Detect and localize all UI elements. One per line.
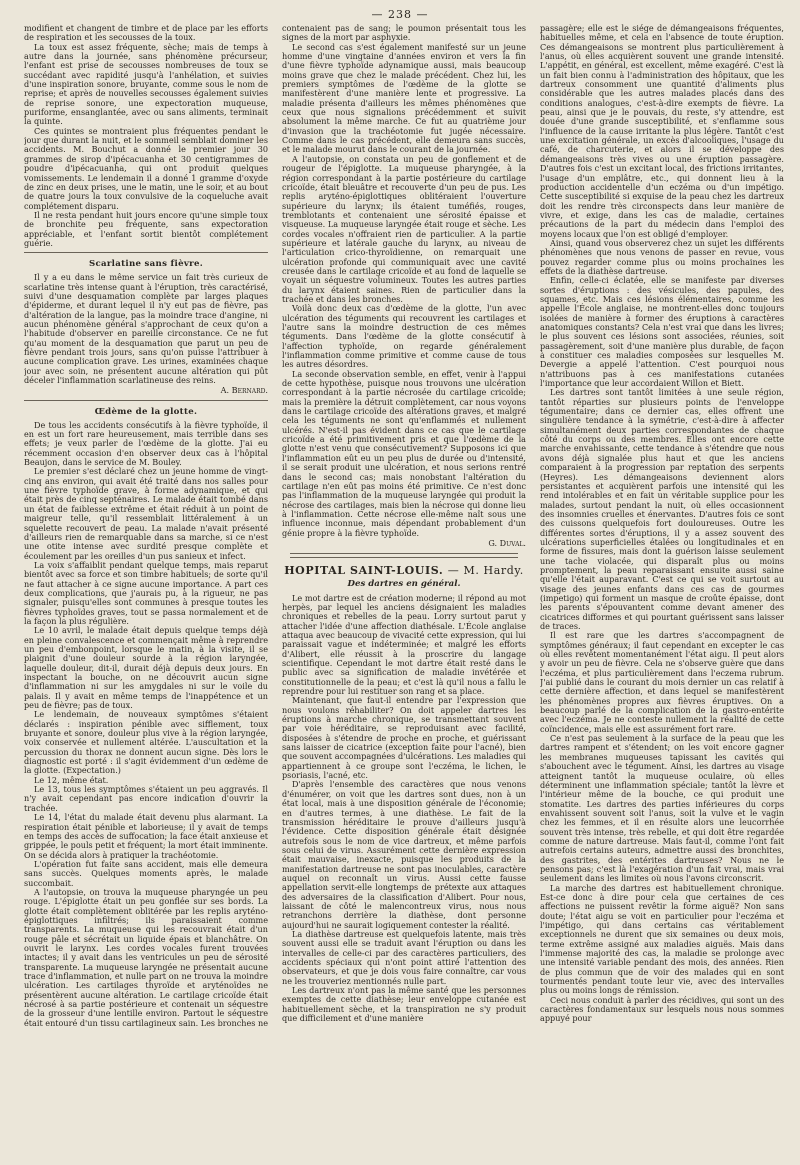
paragraph: La diathèse dartreuse est quelquefois latente, mais très souvent aussi elle se traduit avant l'éruption ou dans les intervalles de celle-ci par des caractères particuliers, des accidents spéciaux qui n'ont point attiré l'attention des observateurs, et que je dois vous faire connaître, car vous ne les trouveriez mentionnés nulle part. bbox=[282, 928, 526, 986]
text-columns bbox=[24, 24, 784, 1161]
paragraph: contenaient pas de sang; le poumon présentait tous les signes de la mort par asphyxie. bbox=[282, 24, 526, 43]
paragraph: L'opération fut faite sans accident, mais elle demeura sans succès. Quelques moments après, le malade succombait. bbox=[24, 858, 268, 888]
paragraph: Le second cas s'est également manifesté sur un jeune homme d'une vingtaine d'années environ et vers la fin d'une fièvre typhoïde adynamique aussi, mais beaucoup moins grave que chez le malade précédent. Chez lui, les premiers symptômes de l'œdème de la glotte se manifestèrent d'une manière lente et progressive. La maladie présenta d'ailleurs les mêmes phénomènes que ceux que nous signalions précédemment et suivit absolument la même marche. Ce fut au quatrième jour d'invasion que la trachéotomie fut jugée nécessaire. Comme dans le cas précédent, elle demeura sans succès, et le malade mourut dans le courant de la journée. bbox=[282, 41, 526, 155]
paragraph: Voilà donc deux cas d'œdème de la glotte, l'un avec ulcération des téguments qui recouvrent les cartilages et l'autre sans la moindre destruction de ces mêmes téguments. Dans l'œdème de la glotte consécutif à l'affection typhoïde, on regarde généralement l'inflammation comme primitive et comme cause de tous les autres désordres. bbox=[282, 303, 526, 370]
paragraph: Le 13, tous les symptômes s'étaient un peu aggravés. Il n'y avait cependant pas encore indication d'ouvrir la trachée. bbox=[24, 784, 268, 813]
paragraph: Le 10 avril, le malade était depuis quelque temps déjà en pleine convalescence et commençait même à reprendre un peu d'embonpoint, lorsque le matin, à la visite, il se plaignit d'une douleur sourde à la région laryngée, laquelle douleur, dit-il, durait déjà depuis deux jours. En inspectant la bouche, on ne découvrit aucun signe d'inflammation ni sur les amygdales ni sur le voile du palais. Il y avait en même temps de l'inappétence et un peu de fièvre; pas de toux. bbox=[24, 625, 268, 711]
section-divider bbox=[24, 252, 268, 253]
paragraph: La toux est assez fréquente, sèche; mais de temps à autre dans la journée, sans phénomène précurseur, l'enfant est prise de secousses nombreuses de toux se succédant avec rapidité jusqu'à l'anhélation, et suivies d'une inspiration sonore, bruyante, comme sous le nom de reprise; et après de nouvelles secousses également suivies de reprise sonore, une expectoration muqueuse, puriforme, ensanglantée, avec ou sans aliments, terminait la quinte. bbox=[24, 41, 268, 127]
paragraph: Le lendemain, de nouveaux symptômes s'étaient déclarés : inspiration pénible avec sifflement, toux bruyante et sonore, douleur plus vive à la région laryngée, voix conservée et nullement altérée. L'auscultation et la percussion du thorax ne donnent aucun signe. Dès lors le diagnostic est porté : il s'agit évidemment d'un œdème de la glotte. (Expectation.) bbox=[24, 709, 268, 776]
paragraph: Le mot dartre est de création moderne; il répond au mot herpès, par lequel les anciens désignaient les maladies chroniques et rebelles de la peau. Lorry surtout parut y attacher l'idée d'une affection diathésale. L'École anglaise attaqua avec beaucoup de vivacité cette expression, qui lui paraissait vague et indéterminée; et malgré les efforts d'Alibert, elle réussit à la proscrire du langage scientifique. Cependant le mot dartre était resté dans le public avec sa signification de maladie invétérée et constitutionnelle de la peau; et c'est là qu'il nous a fallu le reprendre pour lui restituer son rang et sa place. bbox=[282, 592, 526, 697]
paragraph: Il est rare que les dartres s'accompagnent de symptômes généraux; il faut cependant en excepter le cas où elles revêtent momentanément l'état aigu. Il peut alors y avoir un peu de fièvre. Cela ne s'observe guère que dans l'eczéma, et plus particulièrement dans l'eczema rubrum. J'ai publié dans le courant du mois dernier un cas relatif à cette dernière affection, et dans lequel se manifestèrent les phénomènes propres aux fièvres éruptives. On a beaucoup parlé de la complication de la gastro-entérite avec l'eczéma. Je ne conteste nullement la réalité de cette coïncidence, mais elle est assurément fort rare. bbox=[540, 630, 784, 734]
hospital-heading bbox=[282, 564, 526, 578]
paragraph: D'après l'ensemble des caractères que nous venons d'énumérer, on voit que les dartres sont dues, non à un état local, mais à une disposition générale de l'économie; en d'autres termes, à une diathèse. Le fait de la transmission héréditaire le prouve d'ailleurs jusqu'à l'évidence. Cette disposition générale était désignée autrefois sous le nom de vice dartreux, et même parfois sous celui de virus. Assurément cette dernière expression était mauvaise, inexacte, puisque les produits de la manifestation dartreuse ne sont pas inoculables, caractère auquel on reconnaît un virus. Aussi cette fausse appellation servit-elle longtemps de prétexte aux attaques des adversaires de la classification d'Alibert. Pour nous, laissant de côté le malencontreux virus, nous nous retranchons derrière la diathèse, dont personne aujourd'hui ne saurait logiquement contester la réalité. bbox=[282, 779, 526, 930]
paragraph: passagère; elle est le siége de démangeaisons fréquentes, habituelles même, et cela en l'absence de toute éruption. Ces démangeaisons se montrent plus particulièrement à l'anus, où elles acquièrent souvent une grande intensité. L'appétit, en général, est excellent, même exagéré. C'est là un fait bien connu à l'administration des hôpitaux, que les dartreux consomment une quantité d'aliments plus considérable que les autres malades placés dans des conditions analogues, c'est-à-dire exempts de fièvre. La peau, ainsi que je le pouvais, du reste, s'y attendre, est douée d'une grande susceptibilité, et s'enflamme sous l'influence de la cause irritante la plus légère. Tantôt c'est une excitation générale, un excès d'alcooliques, l'usage du café, de charcuterie, et alors il se développe des démangeaisons très vives ou une éruption passagère. D'autres fois c'est un excitant local, des frictions irritantes, l'usage d'un emplâtre, etc., qui donnent lieu à la production accidentelle d'un eczéma ou d'un impétigo. Cette susceptibilité si exquise de la peau chez les dartreux doit les rendre très circonspects dans leur manière de vivre, et exige, dans les cas de maladie, certaines précautions de la part du médecin dans l'emploi des moyens locaux que l'on est obligé d'employer. bbox=[540, 24, 784, 239]
paragraph: Ceci nous conduit à parler des récidives, qui sont un des caractères fondamentaux sur lesquels nous nous sommes appuyé pour bbox=[540, 994, 784, 1024]
heading-dash: — bbox=[447, 564, 464, 578]
paragraph: Le 12, même état. bbox=[34, 774, 109, 785]
paragraph: Le 14, l'état du malade était devenu plus alarmant. La respiration était pénible et laborieuse; il y avait de temps en temps des accès de suffocation; la face était anxieuse et grippée, le pouls petit et fréquent; la mort était imminente. On se décida alors à pratiquer la trachéotomie. bbox=[24, 812, 268, 860]
paragraph: Il ne resta pendant huit jours encore qu'une simple toux de bronchite peu fréquente, sans expectoration appréciable, et l'enfant sortit bientôt complétement guérie. bbox=[24, 209, 268, 248]
paragraph: A l'autopsie, on constata un peu de gonflement et de rougeur de l'épiglotte. La muqueuse pharyngée, à la région correspondant à la partie postérieure du cartilage cricoïde, était bleuâtre et recouverte d'un peu de pus. Les replis aryténo-épiglottiques oblitéraient l'ouverture supérieure du larynx; ils étaient tuméfiés, rouges, tremblotants et contenaient une sérosité épaisse et visqueuse. La muqueuse laryngée était rouge et sèche. Les cordes vocales n'offraient rien de particulier. A la partie supérieure et latérale gauche du larynx, au niveau de l'articulation crico-thyroïdienne, on remarquait une ulcération profonde qui communiquait avec une cavité creusée dans le cartilage cricoïde et au fond de laquelle se voyait un séquestre volumineux. Toutes les autres parties du larynx étaient saines. Rien de particulier dans la trachée et dans les bronches. bbox=[282, 153, 526, 304]
paragraph: La seconde observation semble, en effet, venir à l'appui de cette hypothèse, puisque nous trouvons une ulcération correspondant à la partie nécrosée du cartilage cricoïde; mais la première la détruit complètement, car nous voyons dans le cartilage cricoïde des altérations graves, et malgré cela les téguments ne sont qu'enflammés et nullement ulcérés. N'est-il pas évident dans ce cas que le cartilage cricoïde a été primitivement pris et que l'œdème de la glotte n'est venu que consécutivement? Supposons ici que l'inflammation eût eu un peu plus de durée ou d'intensité, il se serait produit une ulcération, et nous serions rentré dans le second cas; mais nonobstant l'altération du cartilage n'en eût pas moins été primitive. Ce n'est donc pas l'inflammation de la muqueuse laryngée qui produit la nécrose des cartilages, mais bien la nécrose qui donne lieu à l'inflammation. Cette nécrose elle-même naît sous une influence inconnue, mais dépendant probablement d'un génie propre à la fièvre typhoïde. bbox=[282, 368, 526, 538]
paragraph: Enfin, celle-ci éclatée, elle se manifeste par diverses sortes d'éruptions : des vésicules, des papules, des squames, etc. Mais ces lésions élémentaires, comme les appelle l'École anglaise, ne montrent-elles donc toujours isolées de manière à former des éruptions à caractères anatomiques constants? Cela n'est vrai que dans les livres; le plus souvent ces lésions sont associées, réunies, soit passagèrement, soit d'une manière plus durable, de façon à constituer ces maladies composées sur lesquelles M. Devergie a appelé l'attention. C'est pourquoi nous n'attribuons pas à ces manifestations cutanées l'importance que leur accordaient Willon et Biett. bbox=[540, 275, 784, 389]
paragraph: modifient et changent de timbre et de place par les efforts de respiration et les secousses de la toux. bbox=[24, 24, 268, 43]
paragraph: A l'autopsie, on trouva la muqueuse pharyngée un peu rouge. L'épiglotte était un peu gonflée sur ses bords. La glotte était complètement oblitérée par les replis aryténo-épiglottiques infiltrés; ils paraissaient comme transparents. La muqueuse qui les recouvrait était d'un rouge pâle et sécrétait un liquide épais et blanchâtre. On ouvrit le larynx. Les cordes vocales furent trouvées intactes; il y avait dans les ventricules un peu de sérosité transparente. La muqueuse laryngée ne présentait aucune trace d'inflammation, et nulle part on ne trouva la moindre ulcération. Les cartilages thyroïde et aryténoïdes ne présentèrent aucune altération. Le cartilage cricoïde était nécrosé à sa partie postérieure et contenait un séquestre de la grosseur d'une lentille environ. Partout le séquestre était entouré d'un tissu cartilagineux sain. Les bronches ne bbox=[24, 886, 268, 1028]
hospital-name: HOPITAL SAINT-LOUIS. bbox=[284, 564, 444, 578]
paragraph: Ce n'est pas seulement à la surface de la peau que les dartres rampent et s'étendent; on les voit encore gagner les membranes muqueuses tapissant les cavités qui s'abouchent avec le tégument. Ainsi, les dartres au visage atteignent tantôt la muqueuse oculaire, où elles déterminent une inflammation spéciale; tantôt la lèvre et l'intérieur même de la bouche, ce qui produit une stomatite. Les dartres des parties inférieures du corps envahissent souvent soit l'anus, soit la vulve et le vagin chez les femmes, et il en résulte alors une leucorrhée souvent très intense, très rebelle, et qui doit être regardée comme de nature dartreuse. Mais faut-il, comme l'ont fait autrefois certains auteurs, admettre aussi des bronchites, des gastrites, des entérites dartreuses? Nous ne le pensons pas; c'est là l'exagération d'un fait vrai, mais vrai seulement dans les limites où nous l'avons circonscrit. bbox=[540, 733, 784, 884]
hospital-chief: M. Hardy. bbox=[463, 564, 524, 578]
paragraph: Ces quintes se montraient plus fréquentes pendant le jour que durant la nuit, et le sommeil semblait dominer les accidents. M. Bouchut a donné le premier jour 30 grammes de sirop d'ipécacuanha et 30 centigrammes de poudre d'ipécacuanha, qui ont produit quelques vomissements. Le lendemain il a donné 1 gramme d'oxyde de zinc en deux prises, une le matin, une le soir, et au bout de quatre jours la toux convulsive de la coqueluche avait complétement disparu. bbox=[24, 125, 268, 211]
column-2 bbox=[282, 24, 526, 1161]
paragraph: Les dartres sont tantôt limitées à une seule région, tantôt réparties sur plusieurs points de l'enveloppe tégumentaire; dans ce dernier cas, elles offrent une singulière tendance à la symétrie, c'est-à-dire à affecter simultanément deux parties correspondantes de chaque côté du corps ou des membres. Elles ont encore cette marche envahissante, cette tendance à s'étendre que nous avons déjà signalée plus haut et que les anciens comparaient à la progression par reptation des serpents (Heyres). Les démangeaisons deviennent alors persistantes et acquièrent parfois une intensité qui les rend intolérables et en fait un véritable supplice pour les malades, surtout pendant la nuit, où elles occasionnent des insomnies cruelles et énervantes. D'autres fois ce sont des cuissons quelquefois fort douloureuses. Outre les différentes sortes d'éruptions, il y a assez souvent des ulcérations superficielles étalées ou longitudinales et en forme de fissures, mais dont la guérison laisse seulement une tache violacée, qui disparaît plus ou moins promptement, la peau reparaissant ensuite aussi saine qu'elle l'était auparavant. C'est ce qui se voit surtout au visage des jeunes enfants dans ces cas de gourmes (impetigo) qui forment un masque de croûte épaisse, dont les parents s'épouvantent comme devant amener des cicatrices difformes et qui pourtant guérissent sans laisser de traces. bbox=[540, 387, 784, 631]
section-title: Des dartres en général. bbox=[347, 579, 461, 590]
paragraph: De tous les accidents consécutifs à la fièvre typhoïde, il en est un fort rare heureusement, mais terrible dans ses effets; je veux parler de l'œdème de la glotte. J'ai eu récemment occasion d'en observer deux cas à l'hôpital Beaujon, dans le service de M. Bouley. bbox=[24, 419, 268, 468]
column-3 bbox=[540, 24, 784, 1161]
paragraph: Il y a eu dans le même service un fait très curieux de scarlatine très intense quant à l'éruption, très caractérisé, suivi d'une desquamation complète par larges plaques d'épiderme, et durant lequel il n'y eut pas de fièvre, pas d'altération de la langue, pas la moindre trace d'angine, ni aucun phénomène général s'approchant de ceux qu'on a l'habitude d'observer en pareille circonstance. Ce ne fut qu'au moment de la desquamation que parut un peu de fièvre pendant trois jours, sans qu'on puisse l'attribuer à aucune complication grave. Les urines, examinées chaque jour avec soin, ne présentent aucune altération qui pût déceler l'inflammation scarlatineuse des reins. bbox=[24, 272, 268, 386]
section-divider bbox=[24, 400, 268, 401]
paragraph: Maintenant, que faut-il entendre par l'expression que nous voulons réhabiliter? On doit appeler dartres les éruptions à marche chronique, se transmettant souvent par voie héréditaire, se reproduisant avec facilité, disposées à s'étendre de proche en proche, et guérissant sans laisser de cicatrice (exception faite pour l'acné), bien que souvent accompagnées d'ulcérations. Les maladies qui appartiennent à ce groupe sont l'eczéma, le lichen, le psoriasis, l'acné, etc. bbox=[282, 695, 526, 781]
page-number: — 238 — bbox=[371, 8, 429, 21]
paragraph: La voix s'affaiblit pendant quelque temps, mais reparut bientôt avec sa force et son timbre habituels; de sorte qu'il ne faut attacher à ce signe aucune importance. A part ces deux complications, que j'aurais pu, à la rigueur, ne pas signaler, puisqu'elles sont communes à presque toutes les fièvres typhoïdes graves, tout se passa normalement et de la façon la plus régulière. bbox=[24, 559, 268, 626]
author-signature: A. Bernard. bbox=[220, 385, 268, 396]
paragraph: Ainsi, quand vous observerez chez un sujet les différents phénomènes que nous venons de passer en revue, vous pouvez regarder comme plus ou moins prochaines les effets de la diathèse dartreuse. bbox=[540, 237, 784, 276]
section-title: Scarlatine sans fièvre. bbox=[88, 259, 204, 270]
section-title: Œdème de la glotte. bbox=[94, 406, 198, 417]
section-divider bbox=[290, 553, 518, 558]
paragraph: Le premier s'est déclaré chez un jeune homme de vingt-cinq ans environ, qui avait été traité dans nos salles pour une fièvre typhoïde grave, à forme adynamique, et qui était près de cinq septénaires. Le malade était tombé dans un état de faiblesse extrême et était réduit à un point de maigreur telle, qu'il ressemblait littéralement à un squelette recouvert de peau. La malade n'avait présenté d'ailleurs rien de remarquable dans sa marche, si ce n'est une otite intense avec surdité presque complète et écoulement par les oreilles d'un pus sanieux et infect. bbox=[24, 466, 268, 561]
paragraph: La marche des dartres est habituellement chronique. Est-ce donc à dire pour cela que certaines de ces affections ne puissent revêtir la forme aiguë? Non sans doute; l'état aigu se voit en particulier pour l'eczéma et l'impétigo, qui dans certains cas véritablement exceptionnels ne durent que six semaines ou deux mois, terme extrême assigné aux maladies aiguës. Mais dans l'immense majorité des cas, la maladie se prolonge avec une intensité variable pendant des mois, des années. Rien de plus commun que de voir des malades qui en sont tourmentés pendant toute leur vie, avec des intervalles plus ou moins longs de rémission. bbox=[540, 882, 784, 996]
paragraph: Les dartreux n'ont pas la même santé que les personnes exemptes de cette diathèse; leur enveloppe cutanée est habituellement sèche, et la transpiration ne s'y produit que difficilement et d'une manière bbox=[282, 985, 526, 1024]
column-1 bbox=[24, 24, 268, 1161]
author-signature: G. Duval. bbox=[488, 537, 526, 548]
